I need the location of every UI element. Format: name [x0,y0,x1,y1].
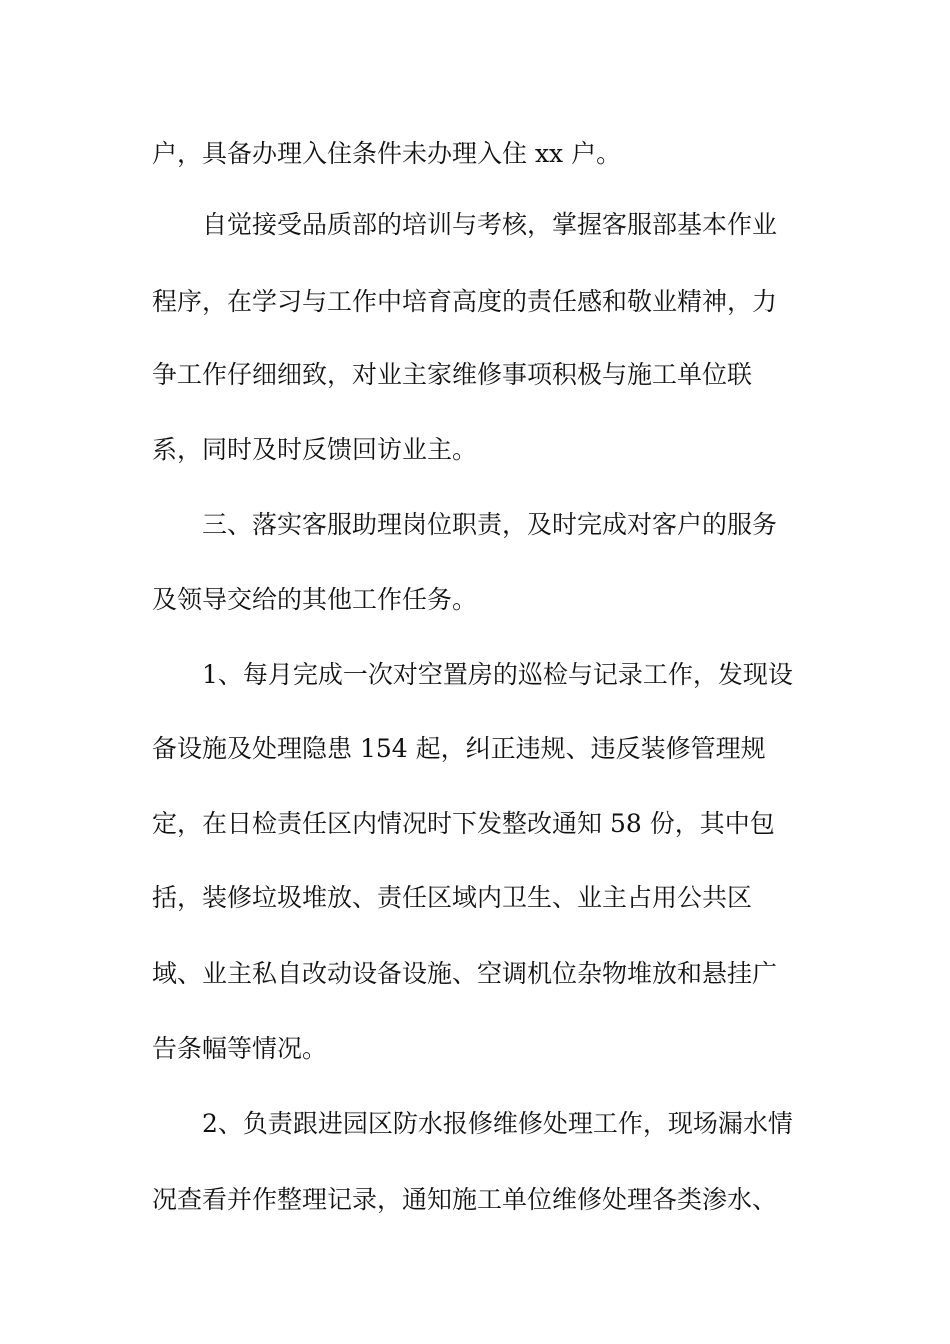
text-line-15: 况查看并作整理记录，通知施工单位维修处理各类渗水、 [152,1185,778,1214]
text-line-3: 程序，在学习与工作中培育高度的责任感和敬业精神，力 [152,287,778,316]
text-line-9: 备设施及处理隐患 154 起，纠正违规、违反装修管理规 [152,734,766,763]
text-line-10: 定，在日检责任区内情况时下发整改通知 58 份，其中包 [152,809,775,838]
text-line-4: 争工作仔细细致，对业主家维修事项积极与施工单位联 [152,360,753,389]
text-line-5: 系，同时及时反馈回访业主。 [152,435,478,464]
text-line-6: 三、落实客服助理岗位职责，及时完成对客户的服务 [202,510,778,539]
text-line-14: 2、负责跟进园区防水报修维修处理工作，现场漏水情 [202,1109,793,1138]
text-line-8: 1、每月完成一次对空置房的巡检与记录工作，发现设 [202,660,793,689]
text-line-1: 户，具备办理入住条件未办理入住 xx 户。 [152,139,622,168]
text-line-12: 域、业主私自改动设备设施、空调机位杂物堆放和悬挂广 [152,959,778,988]
text-line-7: 及领导交给的其他工作任务。 [152,585,478,614]
text-line-13: 告条幅等情况。 [152,1034,328,1063]
text-line-2: 自觉接受品质部的培训与考核，掌握客服部基本作业 [202,210,778,239]
text-line-11: 括，装修垃圾堆放、责任区域内卫生、业主占用公共区 [152,883,753,912]
